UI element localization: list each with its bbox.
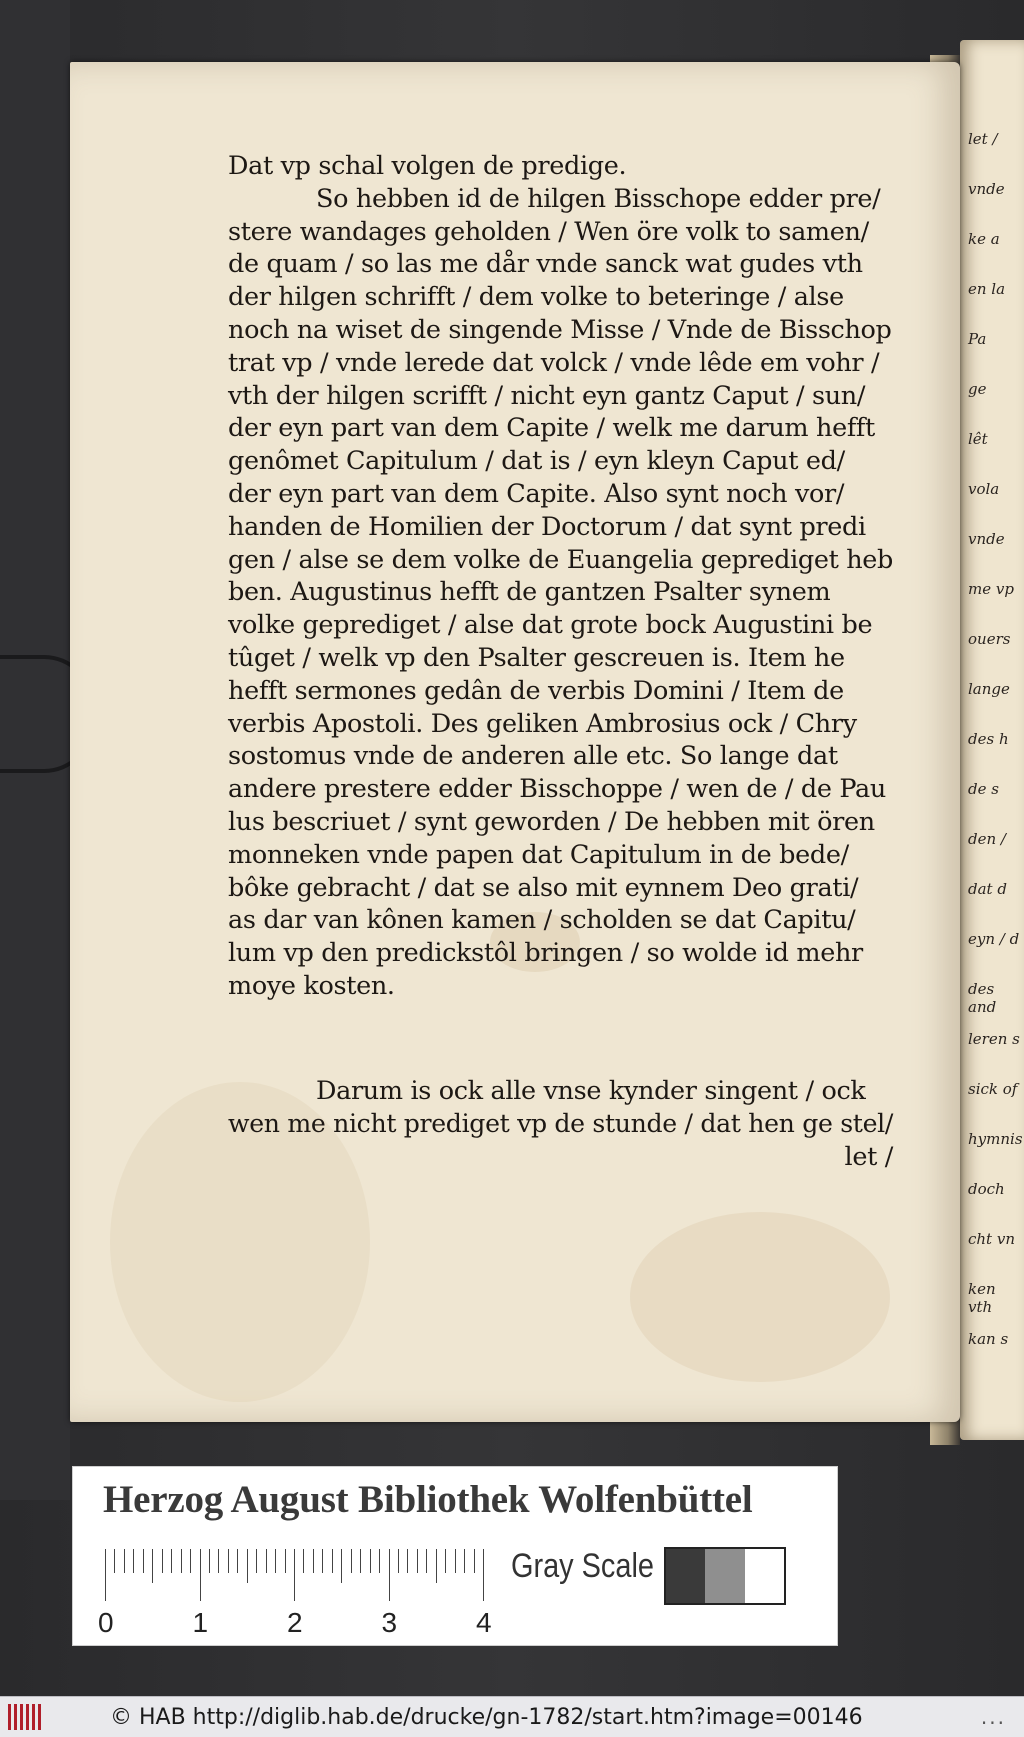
text-line: der hilgen schrifft / dem volke to beteringe / alse [228, 282, 844, 313]
main-text [228, 150, 893, 1003]
text-line: Darum is ock alle vnse kynder singent / ock [316, 1076, 866, 1106]
facing-page-fragment: ge [968, 380, 987, 398]
facing-page-fragment: cht vn [968, 1230, 1015, 1248]
facing-page-fragment: dat d [968, 880, 1007, 898]
ruler-tick [114, 1549, 115, 1573]
ruler-tick [171, 1549, 172, 1573]
text-line: Dat vp schal volgen de predige. [228, 151, 627, 181]
ruler-tick [426, 1549, 427, 1573]
footer-credit[interactable]: © HAB http://diglib.hab.de/drucke/gn-1782/start.htm?image=00146 [110, 1704, 863, 1730]
footer-bar [0, 1696, 1024, 1737]
ruler-tick [417, 1549, 418, 1573]
ruler-tick [322, 1549, 323, 1573]
ruler-tick [190, 1549, 191, 1573]
ruler-tick [407, 1549, 408, 1573]
text-line: stere wandages geholden / Wen öre volk to samen/ [228, 216, 869, 247]
facing-page-fragment: vola [968, 480, 1000, 498]
paper-stain [630, 1212, 890, 1382]
text-line: genômet Capitulum / dat is / eyn kleyn Caput ed/ [228, 446, 845, 477]
text-line: trat vp / vnde lerede dat volck / vnde lêde em vohr / [228, 347, 880, 378]
ruler-tick [351, 1549, 352, 1573]
text-line: moye kosten. [228, 970, 395, 1001]
text-line: as dar van kônen kamen / scholden se dat Capitu/ [228, 905, 856, 936]
ruler-number: 2 [287, 1607, 303, 1638]
ruler-tick [379, 1549, 380, 1573]
ruler-number: 0 [98, 1607, 114, 1638]
facing-page-fragment: kan s [968, 1330, 1009, 1348]
text-line: tûget / welk vp den Psalter gescreuen is. Item he [228, 642, 845, 673]
ruler-tick [483, 1549, 484, 1601]
ruler-tick [341, 1549, 342, 1583]
ruler-tick [455, 1549, 456, 1573]
ruler-tick [464, 1549, 465, 1573]
facing-page-fragment: ke a [968, 230, 1000, 248]
ruler-tick [247, 1549, 248, 1583]
gray-scale-swatch [664, 1547, 786, 1605]
ruler-number: 3 [381, 1607, 398, 1638]
ruler-tick [370, 1549, 371, 1573]
ruler-tick [389, 1549, 390, 1601]
ruler-tick [162, 1549, 163, 1573]
text-line: let / [844, 1141, 893, 1172]
ruler-tick [275, 1549, 276, 1573]
facing-page-fragment: den / [968, 830, 1006, 848]
facing-page-fragment: ouers [968, 630, 1011, 648]
text-line: andere prestere edder Bisschoppe / wen de / de Pau [228, 774, 886, 805]
swatch-mid [705, 1549, 744, 1603]
text-line: hefft sermones gedân de verbis Domini / Item de [228, 675, 844, 706]
more-icon[interactable]: ... [980, 1705, 1006, 1729]
facing-page-fragment: vnde [968, 530, 1005, 548]
ruler-tick [332, 1549, 333, 1573]
swatch-dark [666, 1549, 705, 1603]
facing-page-fragment: let / [968, 130, 998, 148]
ruler-tick [303, 1549, 304, 1573]
text-line: wen me nicht prediget vp de stunde / dat hen ge stel/ [228, 1108, 893, 1139]
facing-page-fragment: eyn / d [968, 930, 1020, 948]
ruler-tick [181, 1549, 182, 1573]
ruler-tick [209, 1549, 210, 1573]
text-line: lus bescriuet / synt geworden / De hebben mit ören [228, 806, 875, 837]
ruler-tick [313, 1549, 314, 1573]
ruler-tick [445, 1549, 446, 1573]
ruler-tick [152, 1549, 153, 1583]
ruler-number: 4 [476, 1607, 492, 1638]
ruler-tick [124, 1549, 125, 1573]
second-paragraph [228, 1075, 893, 1173]
ruler-tick [285, 1549, 286, 1573]
ruler-tick [266, 1549, 267, 1573]
facing-page-fragment: lêt [968, 430, 988, 448]
facing-page-fragment: de s [968, 780, 999, 798]
facing-page-fragment: ken vth [968, 1280, 996, 1316]
hab-logo-icon [8, 1704, 42, 1730]
ruler-tick [237, 1549, 238, 1573]
text-line: der eyn part van dem Capite / welk me darum hefft [228, 413, 875, 444]
text-line: monneken vnde papen dat Capitulum in de bede/ [228, 839, 849, 870]
ruler-tick [474, 1549, 475, 1573]
facing-page [960, 40, 1024, 1440]
facing-page-fragment: en la [968, 280, 1006, 298]
facing-page-fragment: leren s [968, 1030, 1020, 1048]
color-target [72, 1466, 838, 1646]
ruler-tick [294, 1549, 295, 1601]
ruler-tick [360, 1549, 361, 1573]
gray-scale-label: Gray Scale [511, 1547, 654, 1585]
facing-page-fragment: Pa [968, 330, 987, 348]
text-line: gen / alse se dem volke de Euangelia geprediget heb [228, 544, 893, 575]
text-line: volke geprediget / alse dat grote bock Augustini be [228, 610, 873, 641]
ruler-tick [256, 1549, 257, 1573]
ruler [98, 1549, 492, 1638]
library-name: Herzog August Bibliothek Wolfenbüttel [103, 1478, 753, 1521]
text-line: vth der hilgen scrifft / nicht eyn gantz Caput / sun/ [228, 380, 866, 411]
text-line: verbis Apostoli. Des geliken Ambrosius ock / Chry [228, 708, 857, 739]
text-line: de quam / so las me dår vnde sanck wat gudes vth [228, 249, 863, 280]
facing-page-fragment: sick of [968, 1080, 1018, 1098]
facing-page-fragment: me vp [968, 580, 1014, 598]
text-line: lum vp den predickstôl bringen / so wolde id mehr [228, 938, 863, 969]
facing-page-fragment: des and [968, 980, 997, 1016]
ruler-tick [228, 1549, 229, 1573]
ruler-tick [105, 1549, 106, 1601]
facing-page-fragment: hymnis [968, 1130, 1023, 1148]
text-line: ben. Augustinus hefft de gantzen Psalter synem [228, 577, 831, 608]
ruler-tick [436, 1549, 437, 1583]
facing-page-fragment: doch [968, 1180, 1005, 1198]
text-line: handen de Homilien der Doctorum / dat synt predi [228, 511, 866, 542]
ruler-tick [398, 1549, 399, 1573]
text-line: So hebben id de hilgen Bisschope edder pre/ [316, 183, 881, 214]
text-line: sostomus vnde de anderen alle etc. So lange dat [228, 741, 838, 772]
ruler-number: 1 [192, 1607, 209, 1638]
text-line: der eyn part van dem Capite. Also synt noch vor/ [228, 478, 845, 509]
text-line: bôke gebracht / dat se also mit eynnem Deo grati/ [228, 872, 859, 903]
ruler-tick [133, 1549, 134, 1573]
ruler-tick [143, 1549, 144, 1573]
swatch-light [745, 1549, 784, 1603]
ruler-tick [218, 1549, 219, 1573]
facing-page-fragment: vnde [968, 180, 1005, 198]
facing-page-fragment: lange [968, 680, 1010, 698]
facing-page-fragment: des h [968, 730, 1009, 748]
ruler-tick [200, 1549, 201, 1601]
text-line: noch na wiset de singende Misse / Vnde de Bisschop [228, 314, 892, 345]
